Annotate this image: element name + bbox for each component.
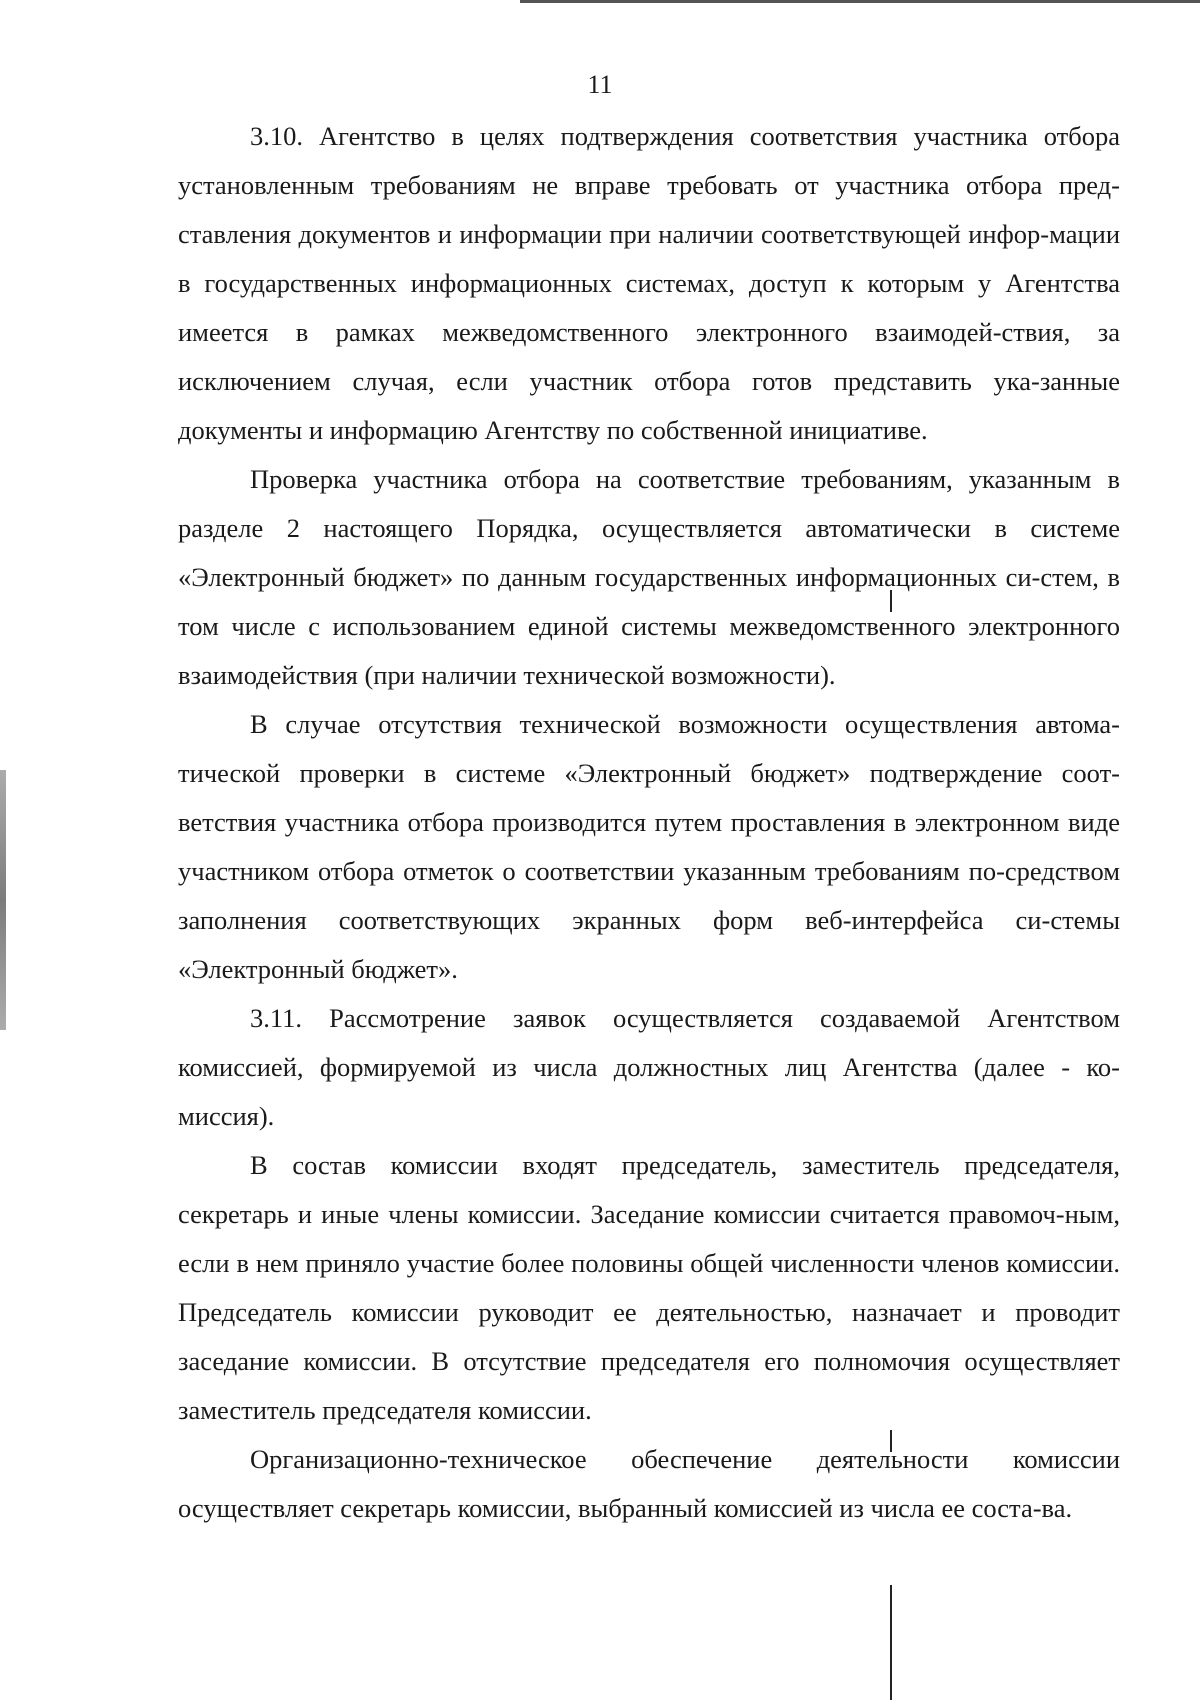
paragraph-no-technical-possibility: В случае отсутствия технической возможности осуществления автома-тической проверки в системе «Электронный бюджет» подтверждение соот-ветствия участника отбора производится путем проставления в электронном виде участником отбора отметок о соответствии указанным требованиям по-средством заполнения соответствующих экранных форм веб-интерфейса си-стемы «Электронный бюджет».: [178, 709, 1120, 984]
scan-vertical-artifact: [890, 1585, 892, 1700]
paragraph-3-10: 3.10. Агентство в целях подтверждения соответствия участника отбора установленным требованиям не вправе требовать от участника отбора пред-ставления документов и информации при наличии соответствующей инфор-мации в государственных информационных системах, доступ к которым у Агентства имеется в рамках межведомственного электронного взаимодей-ствия, за исключением случая, если участник отбора готов представить ука-занные документы и информацию Агентству по собственной инициативе.: [178, 121, 1120, 445]
scan-left-edge-mark: [0, 770, 6, 1030]
paragraph-commission-composition: В состав комиссии входят председатель, заместитель председателя, секретарь и иные члены комиссии. Заседание комиссии считается правомоч-ным, если в нем приняло участие более половины общей численности членов комиссии. Председатель комиссии руководит ее деятельностью, назначает и проводит заседание комиссии. В отсутствие председателя его полномочия осуществляет заместитель председателя комиссии.: [178, 1150, 1120, 1425]
paragraph-3-11: 3.11. Рассмотрение заявок осуществляется создаваемой Агентством комиссией, формируемой из числа должностных лиц Агентства (далее - ко-миссия).: [178, 1003, 1120, 1131]
page-number: 11: [587, 70, 613, 99]
document-body: [178, 112, 1120, 1533]
paragraph-organizational-support: Организационно-техническое обеспечение деятельности комиссии осуществляет секретарь комиссии, выбранный комиссией из числа ее соста-ва.: [178, 1444, 1120, 1523]
paragraph-verification: Проверка участника отбора на соответствие требованиям, указанным в разделе 2 настоящего Порядка, осуществляется автоматически в системе «Электронный бюджет» по данным государственных информационных си-стем, в том числе с использованием единой системы межведомственного электронного взаимодействия (при наличии технической возможности).: [178, 464, 1120, 690]
scan-top-rule: [520, 0, 1200, 3]
